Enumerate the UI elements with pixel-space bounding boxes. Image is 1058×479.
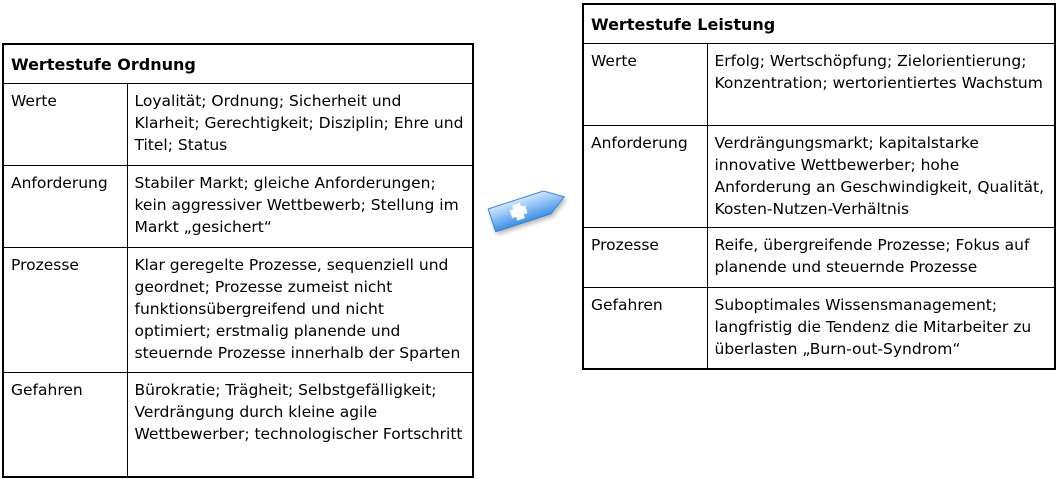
table-row-anforderung — [3, 165, 473, 247]
table-title: Wertestufe Ordnung — [3, 44, 473, 83]
row-label: Anforderung — [3, 165, 127, 247]
row-text: Stabiler Markt; gleiche Anforderungen; kein aggressiver Wettbewerb; Stellung im Markt „gesichert“ — [127, 165, 473, 247]
row-label: Werte — [3, 83, 127, 165]
row-label: Gefahren — [583, 287, 707, 369]
table-wertestufe-leistung — [582, 3, 1056, 370]
table-row-gefahren — [3, 372, 473, 477]
row-text: Loyalität; Ordnung; Sicherheit und Klarheit; Gerechtigkeit; Disziplin; Ehre und Titel; Status — [127, 83, 473, 165]
row-label: Prozesse — [583, 227, 707, 287]
row-label: Anforderung — [583, 125, 707, 227]
table-row-werte — [583, 43, 1055, 125]
table-header-row — [583, 4, 1055, 43]
table-row-werte — [3, 83, 473, 165]
plus-arrow-icon — [486, 174, 574, 242]
row-text: Reife, übergreifende Prozesse; Fokus auf planende und steuernde Prozesse — [707, 227, 1055, 287]
row-label: Werte — [583, 43, 707, 125]
row-label: Gefahren — [3, 372, 127, 477]
table-row-prozesse — [583, 227, 1055, 287]
row-text: Verdrängungsmarkt; kapitalstarke innovative Wettbewerber; hohe Anforderung an Geschwindigkeit, Qualität, Kosten-Nutzen-Verhältnis — [707, 125, 1055, 227]
table-title: Wertestufe Leistung — [583, 4, 1055, 43]
row-text: Klar geregelte Prozesse, sequenziell und geordnet; Prozesse zumeist nicht funktionsübergreifend und nicht optimiert; erstmalig planende und steuernde Prozesse innerhalb der Sparten — [127, 247, 473, 372]
table-row-anforderung — [583, 125, 1055, 227]
row-text: Bürokratie; Trägheit; Selbstgefälligkeit; Verdrängung durch kleine agile Wettbewerber; technologischer Fortschritt — [127, 372, 473, 477]
row-text: Suboptimales Wissensmanagement; langfristig die Tendenz die Mitarbeiter zu überlasten „Burn-out-Syndrom“ — [707, 287, 1055, 369]
table-wertestufe-ordnung — [2, 43, 474, 478]
table-row-prozesse — [3, 247, 473, 372]
table-header-row — [3, 44, 473, 83]
row-label: Prozesse — [3, 247, 127, 372]
table-row-gefahren — [583, 287, 1055, 369]
row-text: Erfolg; Wertschöpfung; Zielorientierung; Konzentration; wertorientiertes Wachstum — [707, 43, 1055, 125]
